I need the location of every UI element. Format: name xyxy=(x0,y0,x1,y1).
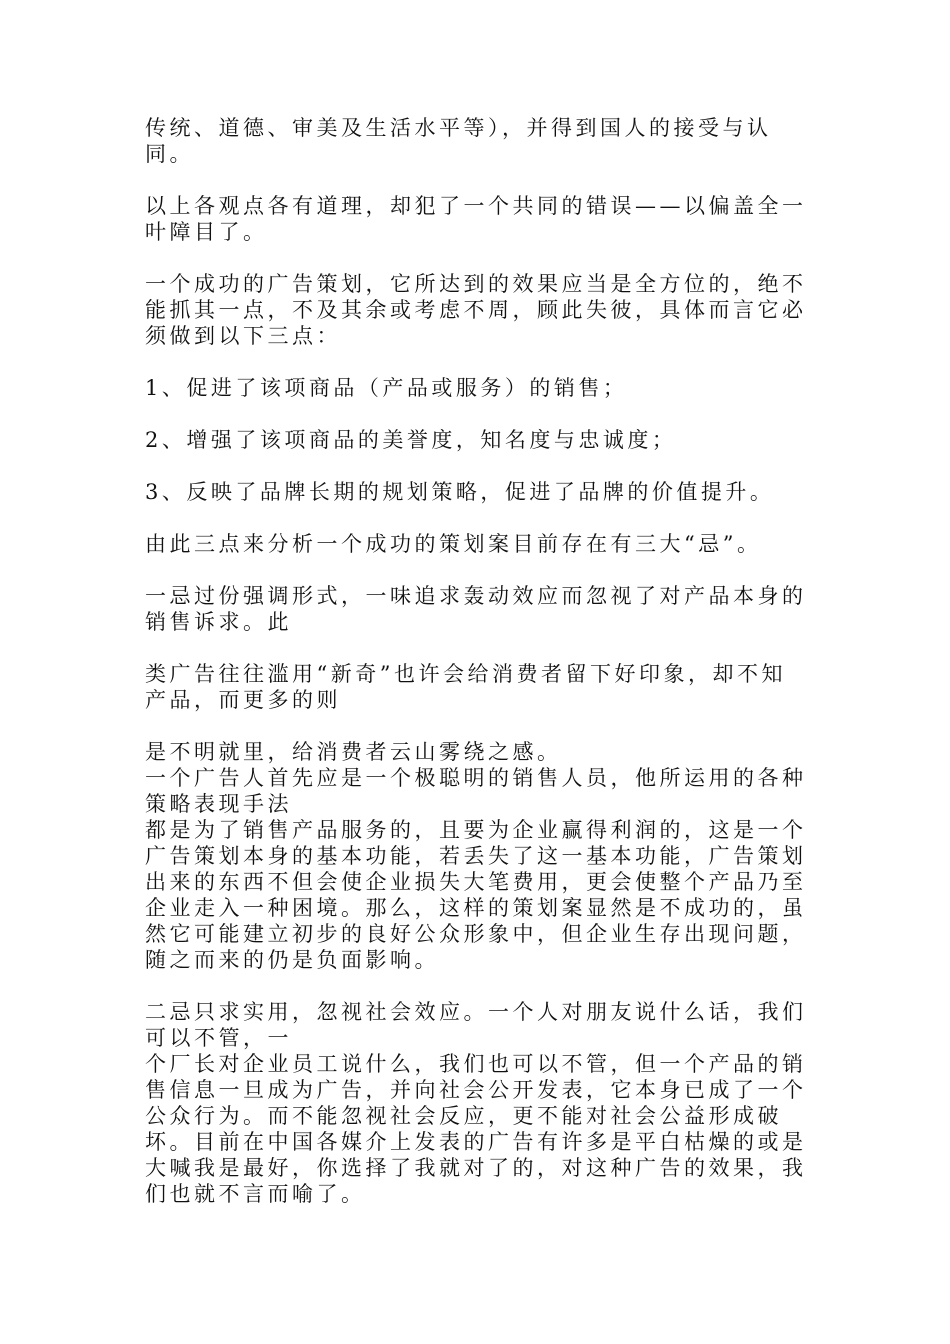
paragraph: 一忌过份强调形式，一味追求轰动效应而忽视了对产品本身的销售诉求。此 xyxy=(145,584,807,634)
paragraph: 个厂长对企业员工说什么，我们也可以不管，但一个产品的销售信息一旦成为广告，并向社会公开发表，它本身已成了一个公众行为。而不能忽视社会反应，更不能对社会公益形成破坏。目前在中国各媒介上发表的广告有许多是平白枯燥的或是大喊我是最好，你选择了我就对了的，对这种广告的效果，我们也就不言而喻了。 xyxy=(145,1052,807,1206)
list-item: 2、增强了该项商品的美誉度，知名度与忠诚度； xyxy=(145,428,677,452)
paragraph: 类广告往往滥用“新奇”也许会给消费者留下好印象，却不知产品，而更多的则 xyxy=(145,662,786,712)
list-item: 3、反映了品牌长期的规划策略，促进了品牌的价值提升。 xyxy=(145,480,775,504)
paragraph: 传统、道德、审美及生活水平等），并得到国人的接受与认同。 xyxy=(145,116,772,166)
paragraph: 以上各观点各有道理，却犯了一个共同的错误——以偏盖全一叶障目了。 xyxy=(145,194,807,244)
paragraph: 一个广告人首先应是一个极聪明的销售人员，他所运用的各种策略表现手法 xyxy=(145,766,807,816)
paragraph: 都是为了销售产品服务的，且要为企业赢得利润的，这是一个广告策划本身的基本功能，若丢失了这一基本功能，广告策划出来的东西不但会使企业损失大笔费用，更会使整个产品乃至企业走入一种困境。那么，这样的策划案显然是不成功的，虽然它可能建立初步的良好公众形象中，但企业生存出现问题，随之而来的仍是负面影响。 xyxy=(145,818,807,972)
paragraph: 二忌只求实用，忽视社会效应。一个人对朋友说什么话，我们可以不管，一 xyxy=(145,1000,807,1050)
paragraph: 一个成功的广告策划，它所达到的效果应当是全方位的，绝不能抓其一点，不及其余或考虑不周，顾此失彼，具体而言它必须做到以下三点： xyxy=(145,272,807,348)
list-item: 1、促进了该项商品（产品或服务）的销售； xyxy=(145,376,628,400)
paragraph: 由此三点来分析一个成功的策划案目前存在有三大“忌”。 xyxy=(145,532,762,556)
document-body xyxy=(145,115,810,1207)
paragraph: 是不明就里，给消费者云山雾绕之感。 xyxy=(145,740,562,764)
